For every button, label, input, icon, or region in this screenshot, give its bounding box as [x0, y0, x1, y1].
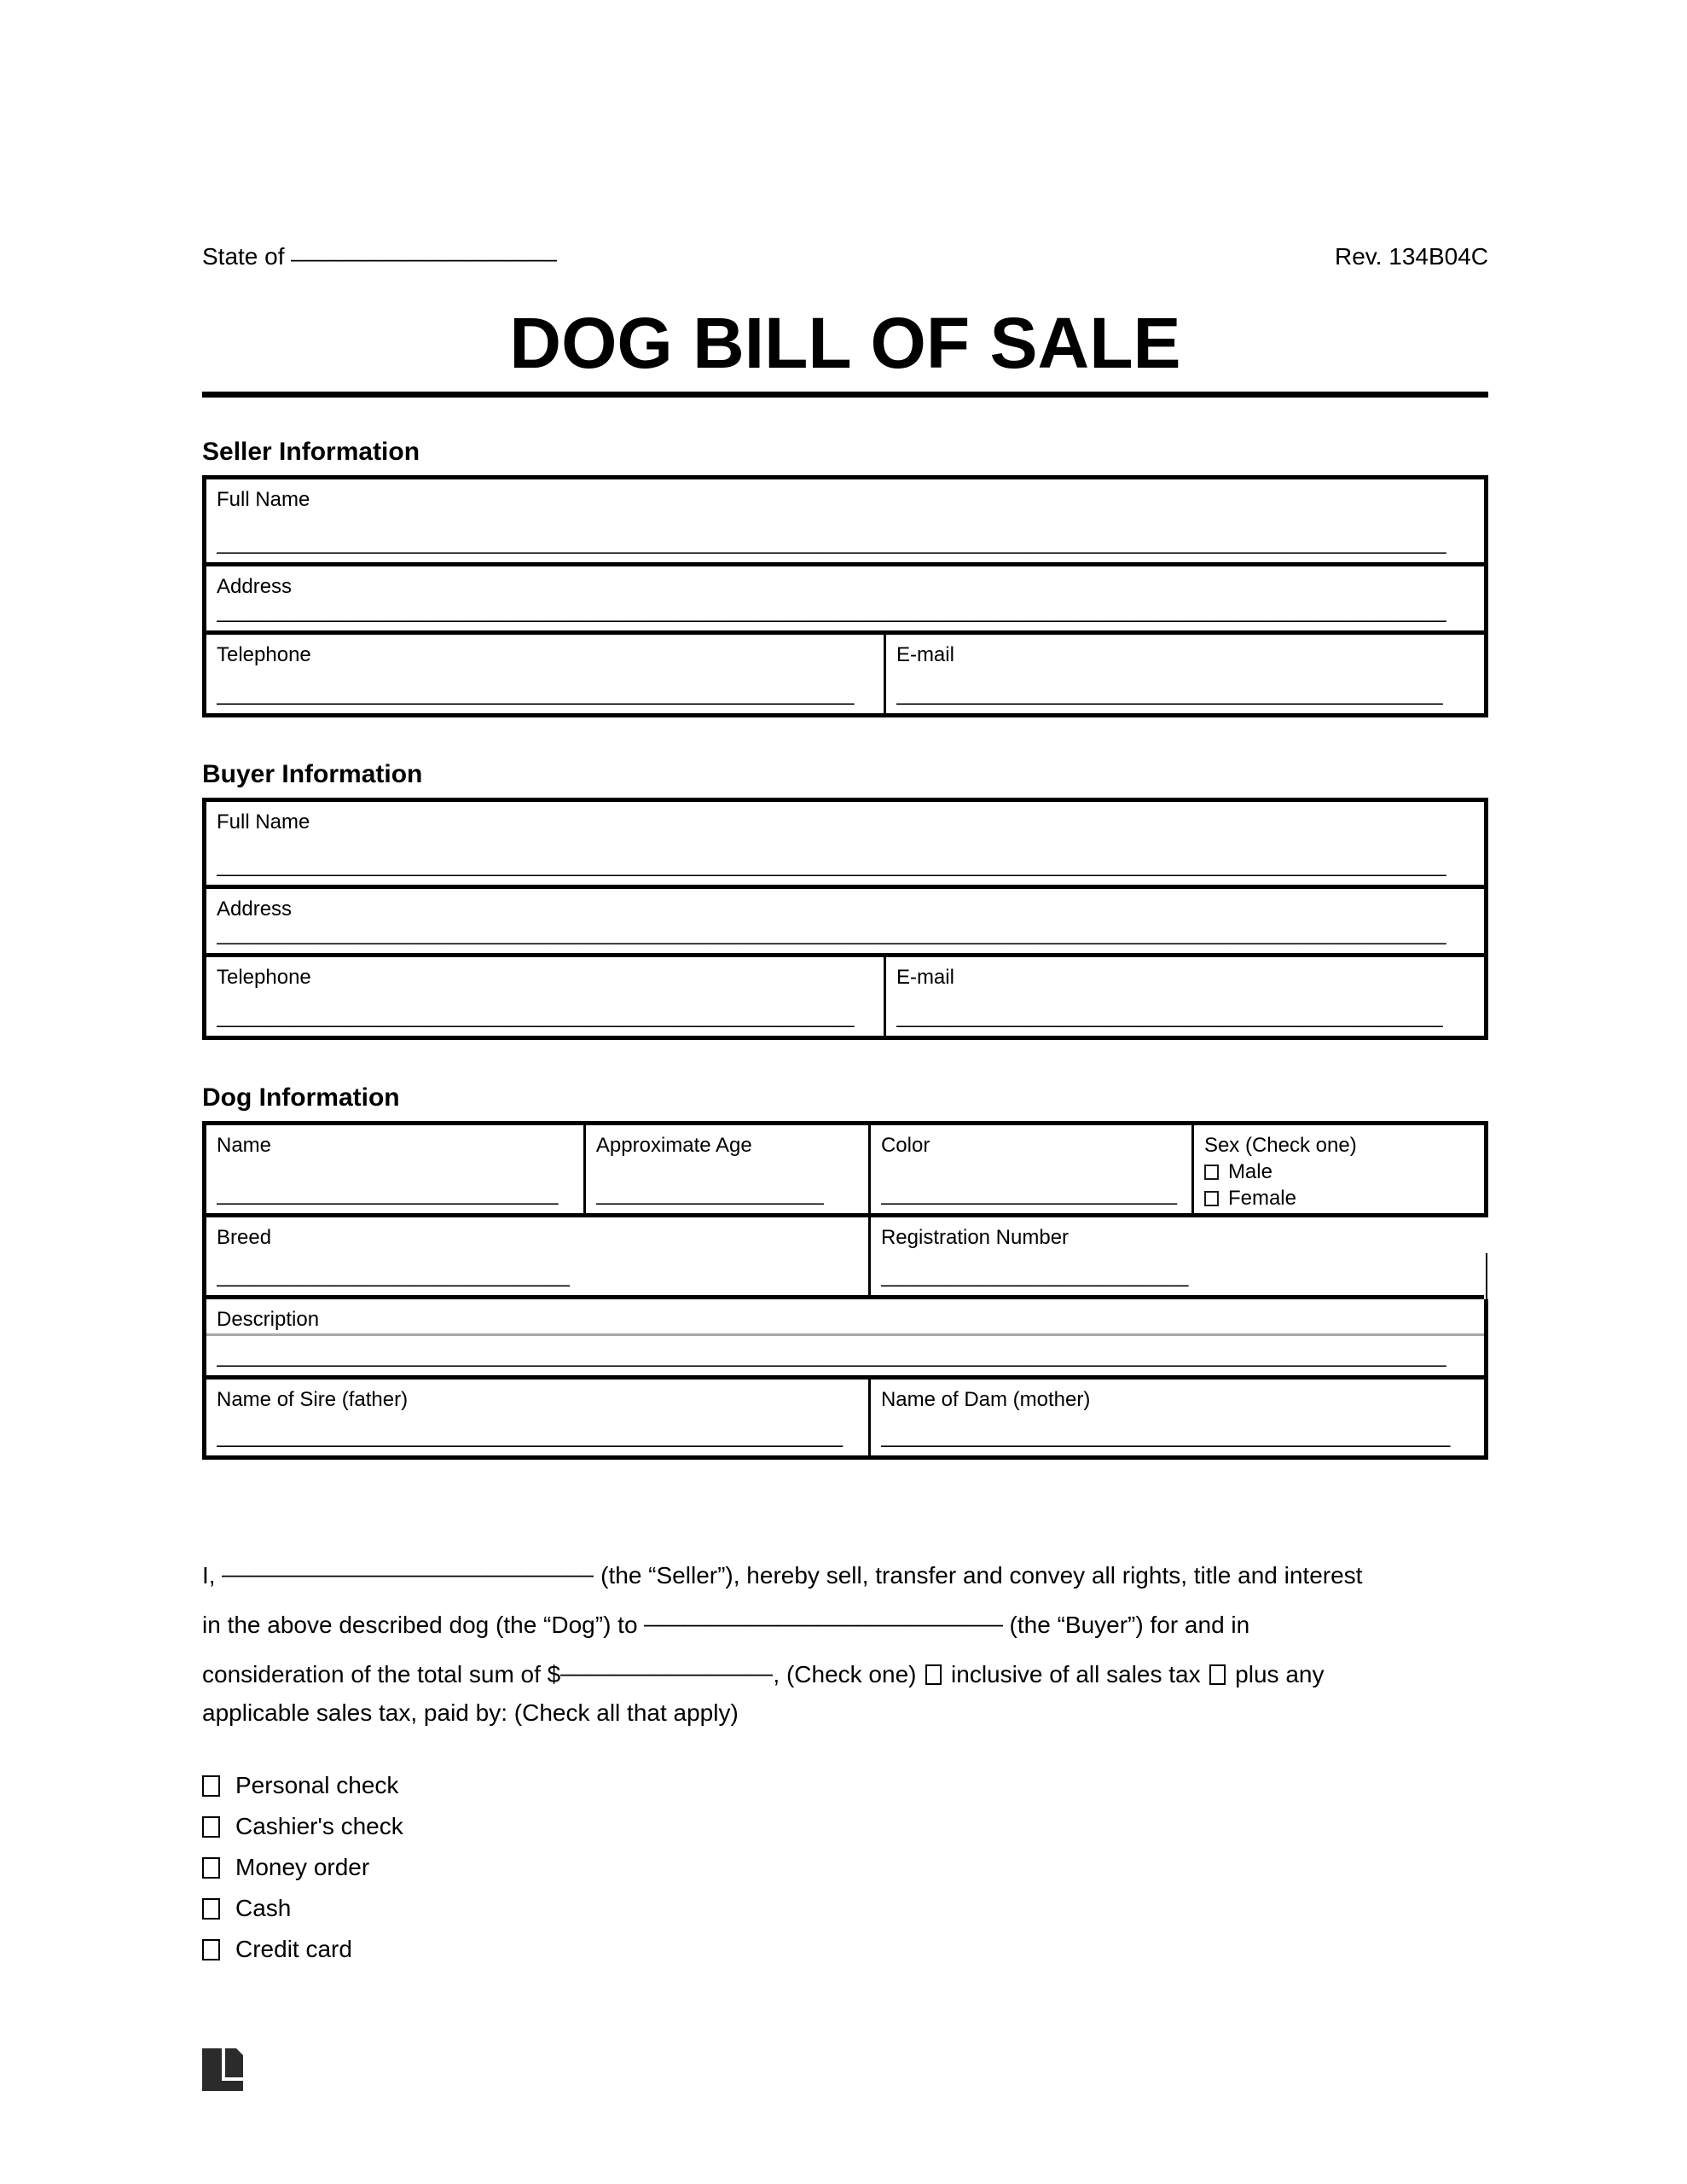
dog-sex-cell	[1191, 1125, 1484, 1213]
dog-registration-label: Registration Number	[880, 1226, 1070, 1249]
dog-name-label: Name	[217, 1134, 272, 1157]
female-checkbox-icon[interactable]	[1204, 1191, 1219, 1206]
buyer-address-label: Address	[217, 897, 293, 921]
seller-telephone-label: Telephone	[217, 643, 311, 666]
description-divider	[206, 1333, 1484, 1336]
dog-age-blank[interactable]: ____________________	[595, 1183, 824, 1205]
payment-option-label: Personal check	[235, 1772, 399, 1798]
legal-templates-logo	[202, 2048, 243, 2091]
buyer-email-label: E-mail	[896, 966, 954, 989]
list-item-money-order[interactable]	[202, 1847, 1488, 1888]
dog-description-blank[interactable]: ____________________________________________________________________________________________________________	[217, 1345, 1446, 1368]
dog-name-cell	[206, 1125, 583, 1213]
dog-sire-label: Name of Sire (father)	[217, 1388, 409, 1411]
agreement-text: in the above described dog (the “Dog”) to	[202, 1612, 645, 1638]
dog-registration-blank[interactable]: ___________________________	[880, 1265, 1189, 1287]
agreement-text: I,	[202, 1562, 223, 1589]
payment-option-label: Credit card	[235, 1936, 352, 1962]
table-row	[206, 802, 1484, 885]
list-item-credit-card[interactable]	[202, 1929, 1488, 1970]
table-row	[206, 630, 1484, 713]
buyer-telephone-blank[interactable]: ________________________________________________________	[217, 1006, 855, 1028]
agreement-text: (the “Buyer”) for and in	[1002, 1612, 1250, 1638]
seller-address-cell	[206, 566, 1484, 630]
dog-breed-label: Breed	[217, 1226, 272, 1249]
agreement-paragraph	[202, 1545, 1488, 1732]
payment-method-list	[202, 1765, 1488, 1970]
buyer-name-blank[interactable]: ___________________________	[644, 1600, 1003, 1627]
agreement-text: applicable sales tax, paid by: (Check all that apply)	[202, 1699, 739, 1726]
seller-section	[202, 436, 1488, 717]
buyer-section	[202, 758, 1488, 1040]
dog-description-cell	[206, 1299, 1484, 1375]
credit-card-checkbox-icon[interactable]	[202, 1939, 220, 1960]
dog-age-cell	[583, 1125, 868, 1213]
border-thin-line-artifact	[1486, 1253, 1487, 1304]
payment-option-label: Cashier's check	[235, 1813, 403, 1839]
dog-dam-label: Name of Dam (mother)	[880, 1388, 1091, 1411]
list-item-personal-check[interactable]	[202, 1765, 1488, 1806]
dog-heading: Dog Information	[202, 1083, 400, 1112]
document-header	[202, 234, 1488, 272]
dog-description-label: Description	[217, 1308, 320, 1331]
agreement-text: , (Check one)	[773, 1661, 924, 1687]
dog-dam-blank[interactable]: __________________________________________________	[880, 1426, 1451, 1448]
sum-amount-blank[interactable]: ________________	[560, 1650, 774, 1676]
table-row	[206, 885, 1484, 953]
dog-breed-blank[interactable]: _______________________________	[217, 1265, 570, 1287]
male-checkbox-icon[interactable]	[1204, 1165, 1219, 1180]
male-label: Male	[1227, 1160, 1272, 1183]
dog-sire-blank[interactable]: _______________________________________________________	[217, 1426, 844, 1448]
agreement-text: (the “Seller”), hereby sell, transfer and convey all rights, title and interest	[594, 1562, 1363, 1589]
seller-address-blank[interactable]: ____________________________________________________________________________________________________________	[217, 601, 1446, 623]
table-row	[206, 479, 1484, 562]
seller-email-label: E-mail	[896, 643, 954, 666]
buyer-address-blank[interactable]: ____________________________________________________________________________________________________________	[217, 923, 1446, 945]
seller-telephone-blank[interactable]: ________________________________________________________	[217, 683, 855, 706]
payment-option-label: Money order	[235, 1854, 370, 1880]
title-rule	[202, 392, 1488, 398]
money-order-checkbox-icon[interactable]	[202, 1857, 220, 1879]
buyer-fullname-blank[interactable]: ____________________________________________________________________________________________________________	[217, 855, 1446, 877]
dog-age-label: Approximate Age	[595, 1134, 752, 1157]
plus-tax-checkbox-icon[interactable]	[1209, 1664, 1226, 1685]
buyer-telephone-label: Telephone	[217, 966, 311, 989]
list-item-cash[interactable]	[202, 1888, 1488, 1929]
state-of-label: State of	[202, 243, 285, 270]
personal-check-checkbox-icon[interactable]	[202, 1775, 220, 1797]
document-page	[202, 0, 1488, 2095]
table-row	[206, 1375, 1484, 1455]
cashiers-check-checkbox-icon[interactable]	[202, 1816, 220, 1838]
seller-email-cell	[884, 635, 1484, 713]
buyer-telephone-cell	[206, 957, 884, 1036]
dog-color-cell	[868, 1125, 1191, 1213]
table-row	[206, 1295, 1484, 1375]
agreement-text: inclusive of all sales tax	[944, 1661, 1208, 1687]
state-name-blank[interactable]: ____________________	[291, 235, 557, 262]
table-row	[206, 953, 1484, 1036]
seller-fullname-blank[interactable]: ____________________________________________________________________________________________________________	[217, 532, 1446, 555]
buyer-table	[202, 798, 1488, 1040]
buyer-fullname-cell	[206, 802, 1484, 885]
table-row	[206, 1125, 1484, 1213]
payment-option-label: Cash	[235, 1895, 292, 1921]
dog-sex-label: Sex (Check one)	[1203, 1134, 1357, 1157]
agreement-text: consideration of the total sum of $	[202, 1661, 561, 1687]
buyer-email-cell	[884, 957, 1484, 1036]
dog-registration-cell	[868, 1217, 1484, 1295]
sex-option-female[interactable]	[1204, 1185, 1474, 1211]
dog-color-blank[interactable]: __________________________	[880, 1183, 1177, 1205]
seller-name-blank[interactable]: ____________________________	[222, 1551, 594, 1577]
dog-name-blank[interactable]: ______________________________	[217, 1183, 559, 1205]
agreement-text: plus any	[1228, 1661, 1325, 1687]
female-label: Female	[1227, 1187, 1296, 1210]
list-item-cashiers-check[interactable]	[202, 1806, 1488, 1847]
seller-fullname-cell	[206, 479, 1484, 562]
seller-email-blank[interactable]: ________________________________________________	[896, 683, 1443, 706]
sex-option-male[interactable]	[1204, 1159, 1474, 1185]
seller-fullname-label: Full Name	[217, 488, 310, 511]
seller-table	[202, 475, 1488, 717]
seller-heading: Seller Information	[202, 438, 420, 466]
dog-table	[202, 1121, 1488, 1460]
cash-checkbox-icon[interactable]	[202, 1898, 220, 1920]
buyer-email-blank[interactable]: ________________________________________________	[896, 1006, 1443, 1028]
dog-dam-cell	[868, 1380, 1484, 1455]
page-title: DOG BILL OF SALE	[509, 303, 1181, 383]
seller-telephone-cell	[206, 635, 884, 713]
dog-color-label: Color	[880, 1134, 930, 1157]
buyer-heading: Buyer Information	[202, 760, 423, 788]
dog-section	[202, 1082, 1488, 1460]
seller-address-label: Address	[217, 575, 293, 598]
revision-number: Rev. 134B04C	[1334, 243, 1488, 270]
dog-sire-cell	[206, 1380, 868, 1455]
state-of-line	[202, 234, 557, 272]
buyer-address-cell	[206, 889, 1484, 953]
dog-breed-cell	[206, 1217, 868, 1295]
table-row	[206, 562, 1484, 630]
table-row	[206, 1213, 1484, 1295]
buyer-fullname-label: Full Name	[217, 810, 310, 834]
inclusive-tax-checkbox-icon[interactable]	[925, 1664, 942, 1685]
